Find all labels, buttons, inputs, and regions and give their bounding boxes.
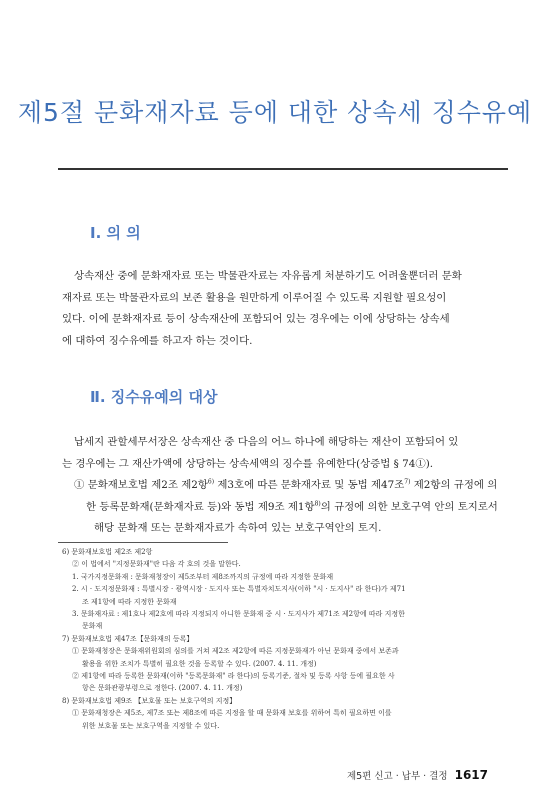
list-item: ① 문화재보호법 제2조 제2항$^{6)}$ 제3호에 따른 문화재자료 및 동법 제47조$^{7)}$ 제2항의 규정에 의 [74,478,498,492]
list-item-continuation: 해당 문화재 또는 문화재자료가 속하여 있는 보호구역안의 토지. [94,522,382,535]
footnote-line: ① 문화재청장은 제5조, 제7조 또는 제8조에 따른 지정을 할 때 문화재 보호를 위하여 특히 필요하면 이를 [72,709,392,718]
paragraph-line: 납세지 관할세무서장은 상속재산 중 다음의 어느 하나에 해당하는 재산이 포함되어 있 [74,436,459,448]
footnote-ref: 8) [314,500,321,508]
footer-label: 제5편 신고 · 납부 · 결정 [346,771,448,782]
footnote-line: 문화재 [82,622,103,631]
page-title: 제5절 문화재자료 등에 대한 상속세 징수유예 [17,98,533,127]
paragraph-line: 에 대하여 징수유예를 하고자 하는 것이다. [62,334,253,347]
footnote-divider [58,542,228,543]
footnote-ref: 7) [404,478,411,486]
paragraph-line: 는 경우에는 그 재산가액에 상당하는 상속세액의 징수를 유예한다(상증법 § 74①). [62,457,434,470]
section-heading-1: Ⅰ. 의 의 [90,224,141,242]
footnote-line: 1. 국가지정문화재 : 문화재청장이 제5조부터 제8조까지의 규정에 따라 지정한 문화재 [72,572,334,581]
list-item-continuation: 한 등록문화재(문화재자료 등)와 동법 제9조 제1항$^{8)}$의 규정에 의한 보호구역 안의 토지로서 [86,500,498,513]
footnote-line: 6) 문화재보호법 제2조 제2항 [62,548,153,556]
footnote-line: 위한 보호물 또는 보호구역을 지정할 수 있다. [82,721,220,730]
footnote-line: ② 이 법에서 "지정문화재"란 다음 각 호의 것을 말한다. [72,560,241,569]
section-heading-2: Ⅱ. 징수유예의 대상 [90,388,218,406]
footnote-line: ② 제1항에 따라 등록한 문화재(이하 "등록문화재" 라 한다)의 등록기준, 절차 및 등록 사항 등에 필요한 사 [72,672,395,681]
page-number: 1617 [454,768,488,782]
footnote-line: 조 제1항에 따라 지정한 문화재 [82,597,177,606]
paragraph-line: 상속재산 중에 문화재자료 또는 박물관자료는 자유롭게 처분하기도 어려울뿐더러 문화 [74,270,462,282]
footnote-line: 항은 문화관광부령으로 정한다. (2007. 4. 11. 개정) [82,684,243,693]
footnotes [62,546,502,732]
section-1-paragraph [62,266,490,352]
paragraph-line: 있다. 이에 문화재자료 등이 상속재산에 포함되어 있는 경우에는 이에 상당하는 상속세 [62,313,450,326]
footnote-line: 2. 시 · 도지정문화재 : 특별시장 · 광역시장 · 도지사 또는 특별자치도지사(이하 "시 · 도지사" 라 한다)가 제71 [72,585,406,594]
footnote-line: 3. 문화재자료 : 제1호나 제2호에 따라 지정되지 아니한 문화재 중 시 · 도지사가 제71조 제2항에 따라 지정한 [72,610,405,619]
footnote-line: 8) 문화재보호법 제9조 【보호물 또는 보호구역의 지정】 [62,696,237,705]
page-footer [347,768,488,782]
footnote-line: 7) 문화재보호법 제47조【문화재의 등록】 [62,634,194,643]
footnote-line: ① 문화재청장은 문화재위원회의 심의를 거쳐 제2조 제2항에 따른 지정문화재가 아닌 문화재 중에서 보존과 [72,647,399,656]
paragraph-line: 재자료 또는 박물관자료의 보존 활용을 원만하게 이루어질 수 있도록 지원할 필요성이 [62,291,447,304]
footnote-ref: 6) [207,478,215,486]
title-divider [58,168,508,170]
footnote-line: 활용을 위한 조치가 특별히 필요한 것을 등록할 수 있다. (2007. 4. 11. 개정) [82,659,317,668]
section-2-paragraph [62,432,498,540]
